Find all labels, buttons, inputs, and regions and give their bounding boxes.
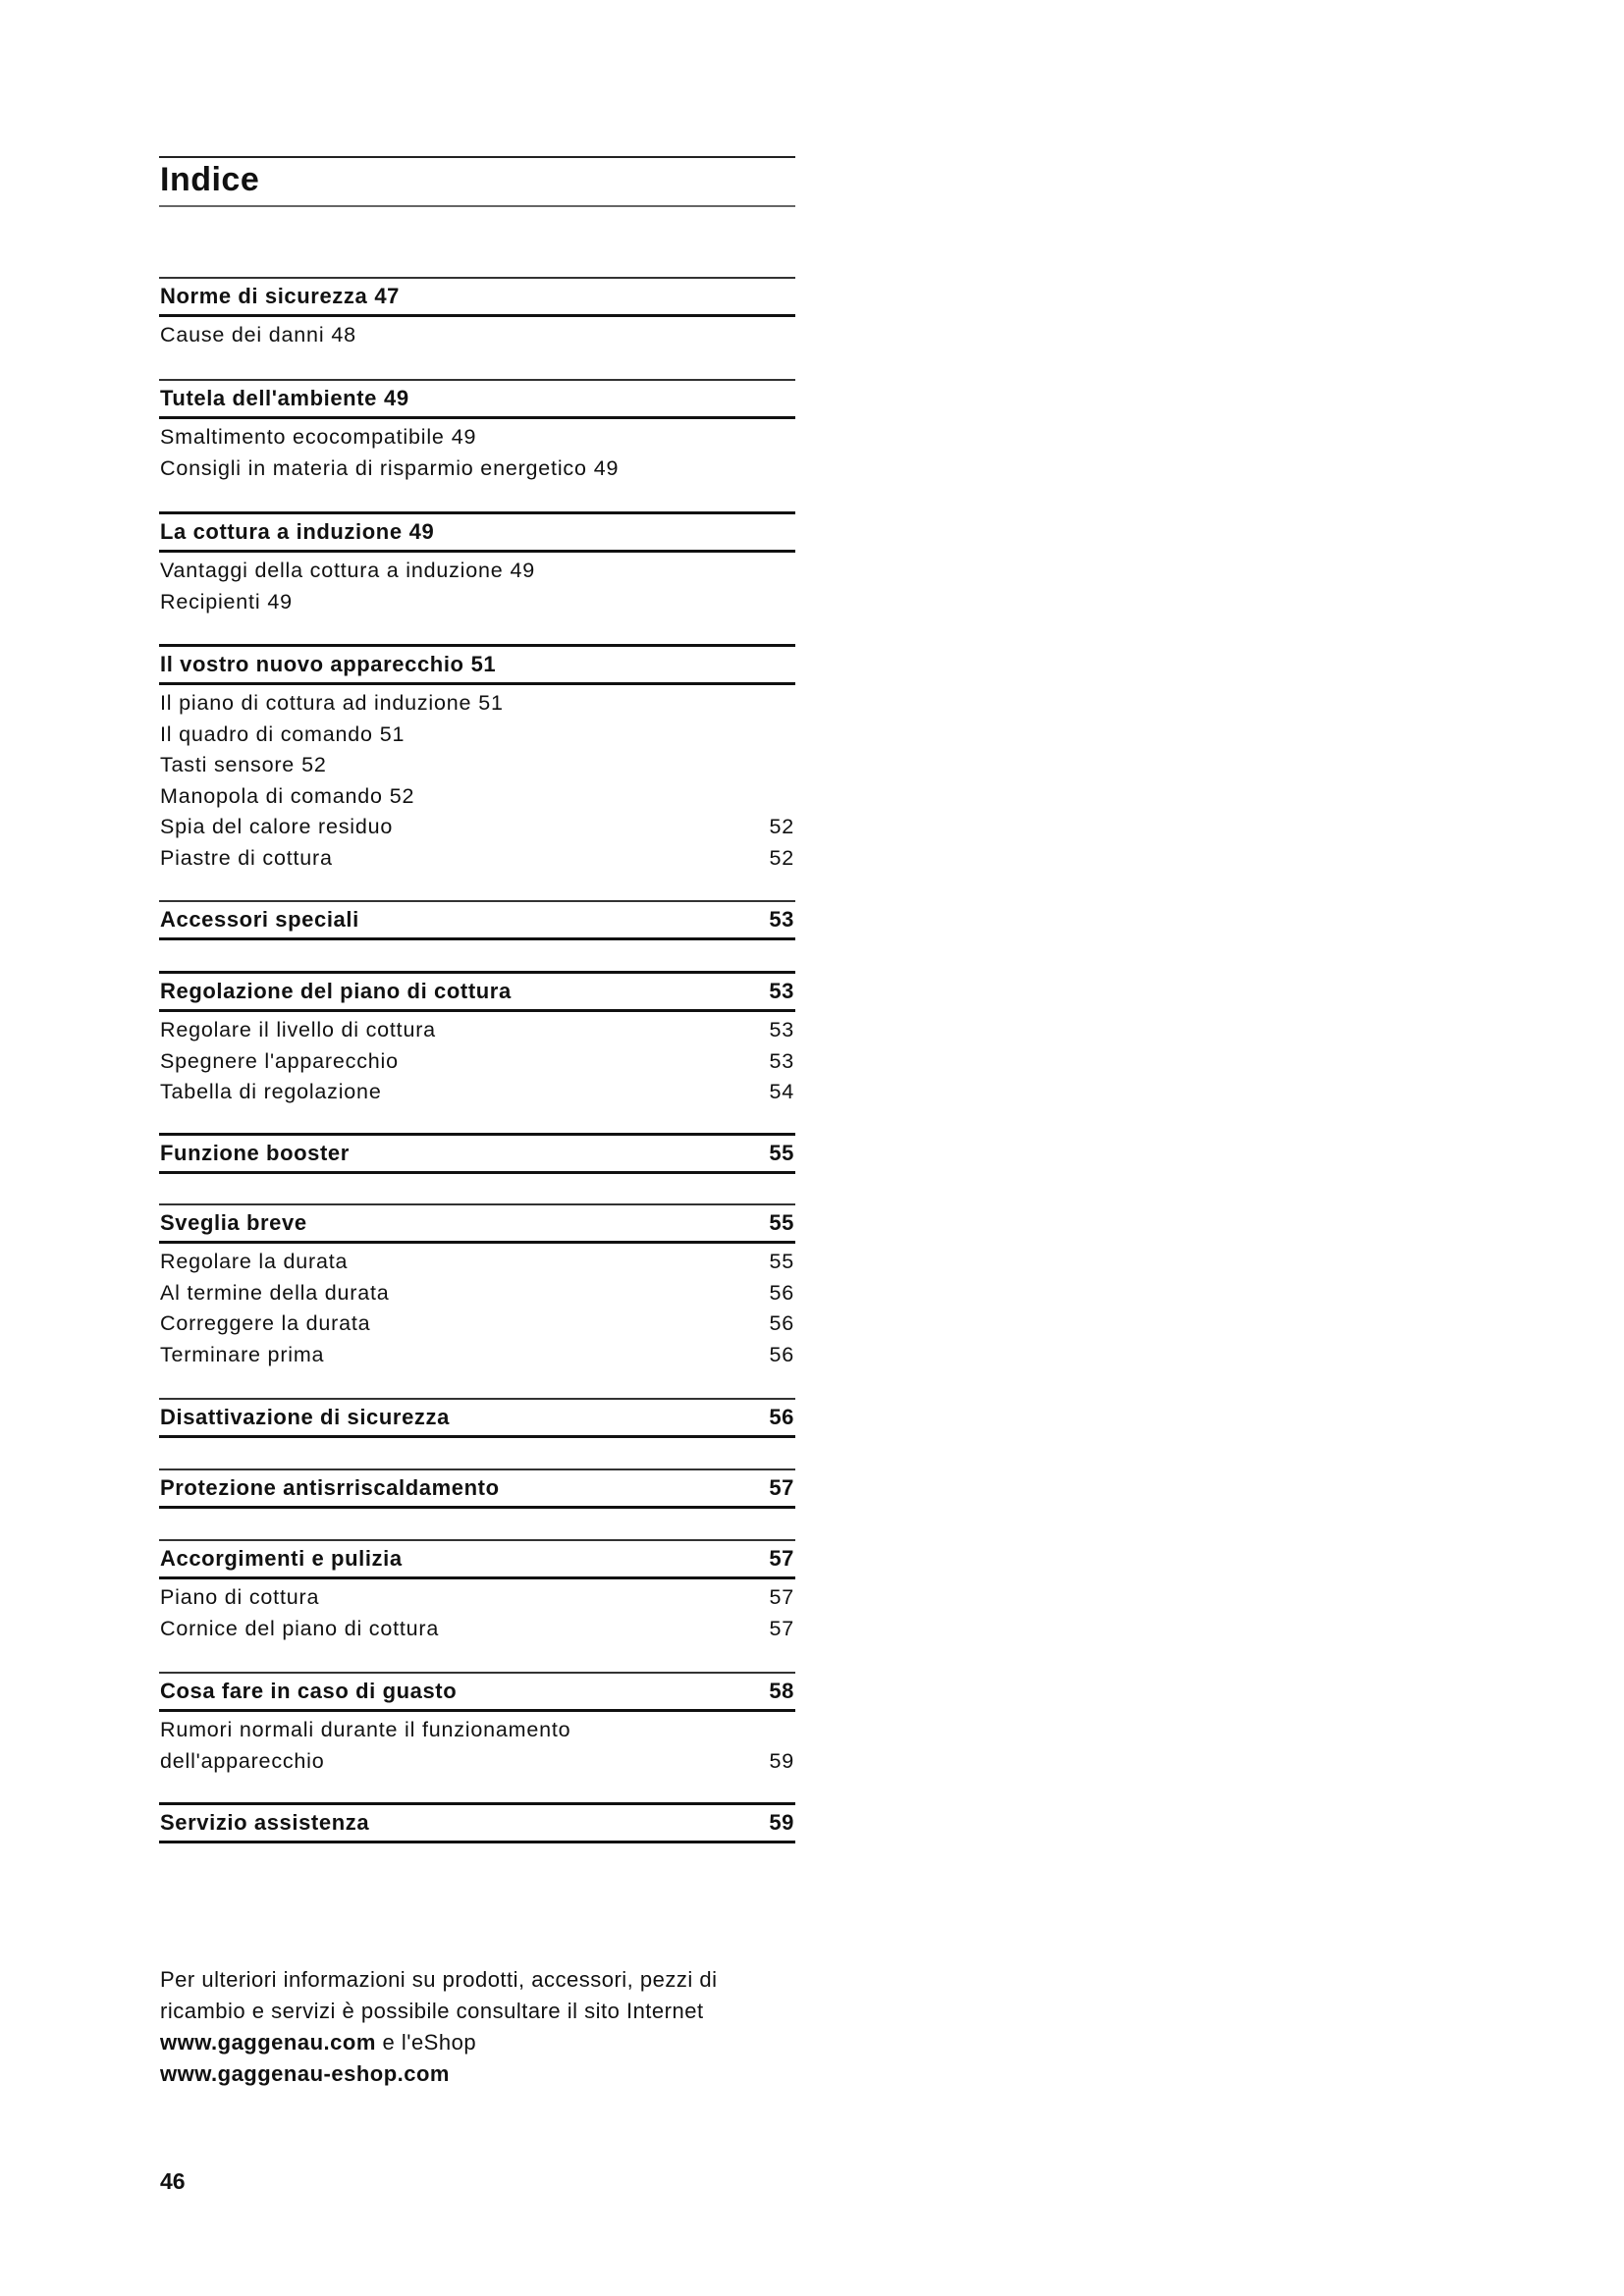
toc-heading[interactable] [159,1541,795,1576]
item-label: Il quadro di comando [160,721,373,746]
heading-rule [159,1506,795,1509]
toc-section [159,379,795,484]
toc-section [159,1203,795,1370]
heading-label: Funzione booster [160,1141,350,1165]
toc-section [159,1468,795,1509]
toc-item[interactable] [159,1247,795,1278]
toc-item[interactable] [159,843,795,875]
item-label: Piano di cottura [160,1585,320,1609]
toc-item[interactable] [159,812,795,843]
heading-page: 57 [769,1546,794,1571]
item-page: 49 [593,455,620,480]
item-page: 52 [389,783,415,808]
item-label: Regolare la durata [160,1250,349,1273]
toc-heading[interactable] [159,974,795,1009]
heading-page: 47 [374,284,400,308]
toc-item[interactable] [159,556,795,587]
heading-rule [159,1435,795,1438]
item-text [160,454,619,485]
item-text [160,688,504,720]
heading-page: 55 [769,1210,794,1235]
toc-heading[interactable] [159,514,795,550]
item-label: Vantaggi della cottura a induzione [160,559,504,582]
item-label: Manopola di comando [160,783,383,808]
toc-items [159,1012,795,1108]
heading-text [160,519,434,545]
heading-page: 57 [769,1475,794,1500]
item-label: Recipienti [160,589,261,614]
toc-heading[interactable] [159,381,795,416]
toc-items [159,317,795,351]
item-page: 59 [769,1748,794,1773]
title-rule [159,156,795,158]
toc-item[interactable] [159,1015,795,1046]
toc-item[interactable] [159,781,795,813]
toc-items [159,1244,795,1370]
toc-heading[interactable] [159,1470,795,1506]
heading-page: 59 [769,1810,794,1835]
toc-heading[interactable] [159,1674,795,1709]
heading-label: Regolazione del piano di cottura [160,979,512,1003]
item-page: 52 [769,815,794,838]
item-text [160,781,414,813]
toc-heading[interactable] [159,1805,795,1841]
toc-section [159,1539,795,1644]
item-label: Spia del calore residuo [160,815,394,838]
heading-page: 49 [408,519,435,544]
heading-label: Norme di sicurezza [160,284,368,308]
item-page: 56 [769,1342,794,1366]
item-page: 54 [769,1080,794,1103]
item-label: Terminare prima [160,1342,325,1366]
item-page: 51 [379,721,406,746]
item-label: Tabella di regolazione [160,1080,382,1103]
heading-label: Accorgimenti e pulizia [160,1546,403,1571]
page-number: 46 [160,2168,186,2194]
toc-section [159,1802,795,1843]
toc-item[interactable] [159,1614,795,1645]
item-page: 52 [301,753,327,776]
toc-section [159,644,795,874]
item-text [160,587,293,618]
toc-items [159,1579,795,1644]
toc-section [159,1398,795,1438]
toc-heading[interactable] [159,902,795,937]
heading-page: 56 [769,1405,794,1429]
item-text [160,422,476,454]
item-page: 53 [769,1018,794,1041]
toc-heading[interactable] [159,1400,795,1435]
item-page: 57 [769,1585,794,1609]
item-page: 55 [769,1250,794,1273]
title-divider [159,205,795,207]
toc-items [159,1712,795,1777]
heading-page: 58 [769,1679,794,1703]
toc-item[interactable] [159,422,795,454]
toc-heading[interactable] [159,1205,795,1241]
toc-section [159,1133,795,1174]
toc-section [159,1672,795,1777]
item-page: 49 [510,559,536,582]
footer-text: Per ulteriori informazioni su prodotti, accessori, pezzi di ricambio e servizi è possibile consultare il sito Internet [160,1967,718,2023]
item-page: 52 [769,845,794,870]
heading-rule [159,1171,795,1174]
item-label: Smaltimento ecocompatibile [160,425,445,449]
heading-label: Accessori speciali [160,907,359,932]
footer-text: e l'eShop [375,2030,477,2055]
toc-items [159,685,795,874]
item-page: 49 [451,425,477,449]
item-label: Cause dei danni [160,323,325,347]
toc-section [159,277,795,351]
item-label: Piastre di cottura [160,845,333,870]
toc-item[interactable] [159,1046,795,1078]
toc-section [159,900,795,940]
heading-rule [159,937,795,940]
heading-label: Il vostro nuovo apparecchio [160,652,464,676]
item-label: Consigli in materia di risparmio energetico [160,455,587,480]
page-title: Indice [160,161,260,198]
item-label: dell'apparecchio [160,1748,325,1773]
item-label: Cornice del piano di cottura [160,1616,440,1640]
toc-section [159,971,795,1108]
item-page: 53 [769,1048,794,1073]
item-label: Rumori normali durante il funzionamento [160,1718,571,1741]
heading-page: 51 [470,652,497,676]
heading-page: 53 [769,907,794,932]
toc-item[interactable] [159,454,795,485]
footer-note [160,1964,808,2090]
toc-item[interactable] [159,320,795,351]
item-page: 48 [331,323,356,347]
heading-label: La cottura a induzione [160,519,403,544]
item-page: 51 [478,691,504,715]
toc-item[interactable] [159,1746,795,1778]
heading-rule [159,1841,795,1843]
heading-text [160,386,409,411]
item-text [160,320,356,351]
heading-label: Tutela dell'ambiente [160,386,377,410]
item-text [160,556,535,587]
heading-label: Servizio assistenza [160,1810,370,1835]
item-text [160,750,327,781]
toc-item[interactable] [159,750,795,781]
item-label: Il piano di cottura ad induzione [160,691,472,715]
item-text [160,720,405,751]
heading-label: Protezione antisrriscaldamento [160,1475,500,1500]
eshop-link[interactable]: www.gaggenau-eshop.com [160,2061,450,2086]
toc-section [159,511,795,617]
toc-item[interactable] [159,1715,795,1746]
heading-page: 55 [769,1141,794,1165]
item-label: Tasti sensore [160,753,296,776]
toc-item[interactable] [159,587,795,618]
toc-items [159,419,795,484]
toc-heading[interactable] [159,279,795,314]
item-page: 57 [769,1616,794,1640]
toc-item[interactable] [159,688,795,720]
toc-item[interactable] [159,1077,795,1108]
heading-page: 49 [383,386,409,410]
toc-items [159,553,795,617]
toc-heading[interactable] [159,647,795,682]
heading-label: Disattivazione di sicurezza [160,1405,450,1429]
toc-item[interactable] [159,1308,795,1340]
toc-item[interactable] [159,1278,795,1309]
toc-item[interactable] [159,1340,795,1371]
heading-label: Cosa fare in caso di guasto [160,1679,458,1703]
item-label: Regolare il livello di cottura [160,1018,436,1041]
heading-text [160,652,496,677]
heading-page: 53 [769,979,794,1003]
heading-text [160,284,400,309]
item-label: Al termine della durata [160,1280,390,1305]
website-link[interactable]: www.gaggenau.com [160,2030,376,2055]
toc-item[interactable] [159,720,795,751]
item-page: 56 [769,1311,794,1335]
item-label: Correggere la durata [160,1311,371,1335]
item-label: Spegnere l'apparecchio [160,1048,399,1073]
toc-heading[interactable] [159,1136,795,1171]
heading-label: Sveglia breve [160,1210,307,1235]
item-page: 56 [769,1280,794,1305]
toc-item[interactable] [159,1582,795,1614]
item-page: 49 [267,589,293,614]
